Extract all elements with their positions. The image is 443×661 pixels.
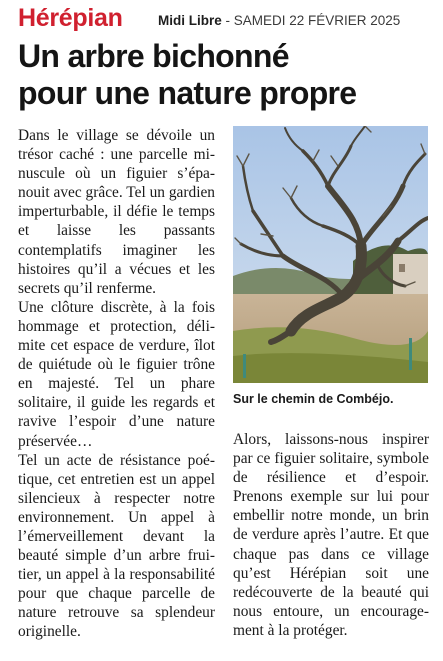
newspaper-name: Midi Libre <box>158 13 222 28</box>
article-paragraph: Une clôture discrète, à la fois hommage et protection, délimite cet espace de verdure, îlot de quiétude où le figuier trône en majesté. Tel un phare solitaire, il guide les regards et ravive l’espoir d’une nature préservée… <box>18 298 215 450</box>
article-title-line-1: Un arbre bichonné <box>18 38 289 74</box>
fig-tree-photo <box>233 126 428 383</box>
publication-date: SAMEDI 22 FÉVRIER 2025 <box>233 13 401 28</box>
article-title-line-2: pour une nature propre <box>18 75 357 111</box>
publication-line <box>158 13 400 28</box>
article-title <box>18 38 438 112</box>
photo-caption: Sur le chemin de Combéjo. <box>233 392 394 406</box>
article-paragraph: Dans le village se dévoile un trésor caché : une parcelle minuscule où un figuier s’épanouit avec grâce. Tel un gardien imperturbable, il défie le temps et laisse les passants contemplatifs imaginer les histoires qu’il a vécues et les secrets qu’il renferme. <box>18 127 215 297</box>
separator: - <box>221 13 234 28</box>
article-body-right <box>233 430 429 640</box>
article-body-left <box>18 126 215 642</box>
section-town: Hérépian <box>18 4 123 32</box>
article-paragraph: Tel un acte de résistance poétique, cet entretien est un appel silencieux à respecter notre environnement. Un appel à l’émerveillement devant la beauté simple d’un arbre fruitier, un appel à la responsabilité pour que chaque parcelle de nature retrouve sa splendeur originelle. <box>18 451 215 641</box>
header <box>18 4 438 34</box>
article-paragraph: Alors, laissons-nous inspirer par ce figuier solitaire, symbole de résilience et d’espoir. Prenons exemple sur lui pour embellir notre monde, un brin de verdure après l’autre. Et que chaque pas dans ce village qu’est Hérépian soit une redécouverte de la beauté qui nous entoure, un encouragement à la protéger. <box>233 431 429 639</box>
